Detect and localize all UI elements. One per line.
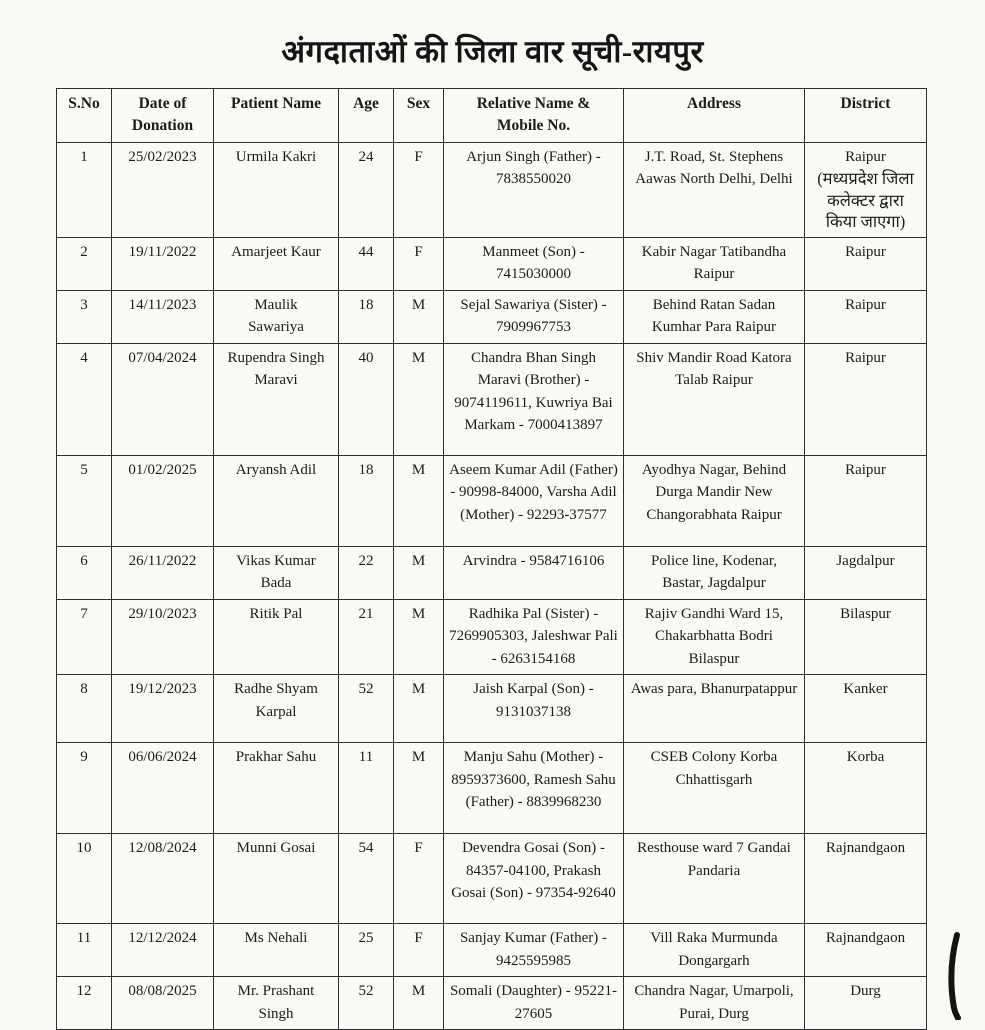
table-row xyxy=(57,834,927,924)
column-header-sex: Sex xyxy=(394,89,444,143)
cell-sex: M xyxy=(394,675,444,743)
cell-address: Ayodhya Nagar, Behind Durga Mandir New Changorabhata Raipur xyxy=(624,455,805,546)
table-row xyxy=(57,977,927,1030)
column-header-district: District xyxy=(805,89,927,143)
cell-patient: Mr. Prashant Singh xyxy=(214,977,339,1030)
cell-patient: Munni Gosai xyxy=(214,834,339,924)
cell-district: Raipur xyxy=(805,455,927,546)
cell-patient: Ms Nehali xyxy=(214,924,339,977)
cell-patient: Ritik Pal xyxy=(214,599,339,675)
cell-sno: 7 xyxy=(57,599,112,675)
cell-relative: Aseem Kumar Adil (Father) - 90998-84000, Varsha Adil (Mother) - 92293-37577 xyxy=(444,455,624,546)
table-row xyxy=(57,743,927,834)
cell-sex: M xyxy=(394,977,444,1030)
cell-district: Kanker xyxy=(805,675,927,743)
cell-sex: M xyxy=(394,546,444,599)
cell-address: Chandra Nagar, Umarpoli, Purai, Durg xyxy=(624,977,805,1030)
cell-address: Behind Ratan Sadan Kumhar Para Raipur xyxy=(624,290,805,343)
cell-sno: 1 xyxy=(57,142,112,237)
cell-age: 52 xyxy=(339,675,394,743)
cell-patient: Radhe Shyam Karpal xyxy=(214,675,339,743)
table-row xyxy=(57,546,927,599)
cell-district: Raipur xyxy=(805,343,927,455)
cell-date: 25/02/2023 xyxy=(112,142,214,237)
cell-sno: 5 xyxy=(57,455,112,546)
cell-sno: 10 xyxy=(57,834,112,924)
cell-patient: Amarjeet Kaur xyxy=(214,237,339,290)
cell-date: 19/12/2023 xyxy=(112,675,214,743)
cell-relative: Sanjay Kumar (Father) - 9425595985 xyxy=(444,924,624,977)
cell-age: 40 xyxy=(339,343,394,455)
cell-address: Shiv Mandir Road Katora Talab Raipur xyxy=(624,343,805,455)
cell-date: 29/10/2023 xyxy=(112,599,214,675)
cell-sex: M xyxy=(394,599,444,675)
cell-age: 54 xyxy=(339,834,394,924)
cell-sex: F xyxy=(394,834,444,924)
cell-relative: Sejal Sawariya (Sister) - 7909967753 xyxy=(444,290,624,343)
cell-sex: F xyxy=(394,924,444,977)
cell-sex: M xyxy=(394,743,444,834)
cell-district: Bilaspur xyxy=(805,599,927,675)
cell-patient: Vikas Kumar Bada xyxy=(214,546,339,599)
cell-age: 21 xyxy=(339,599,394,675)
table-row xyxy=(57,237,927,290)
cell-sex: F xyxy=(394,142,444,237)
cell-relative: Manju Sahu (Mother) - 8959373600, Ramesh Sahu (Father) - 8839968230 xyxy=(444,743,624,834)
column-header-relative: Relative Name & Mobile No. xyxy=(444,89,624,143)
cell-date: 08/08/2025 xyxy=(112,977,214,1030)
cell-relative: Jaish Karpal (Son) - 9131037138 xyxy=(444,675,624,743)
cell-district: Korba xyxy=(805,743,927,834)
cell-sno: 11 xyxy=(57,924,112,977)
cell-sex: F xyxy=(394,237,444,290)
cell-district: Jagdalpur xyxy=(805,546,927,599)
cell-district: Rajnandgaon xyxy=(805,924,927,977)
cell-patient: Rupendra Singh Maravi xyxy=(214,343,339,455)
cell-sno: 3 xyxy=(57,290,112,343)
cell-relative: Manmeet (Son) - 7415030000 xyxy=(444,237,624,290)
cell-patient: Urmila Kakri xyxy=(214,142,339,237)
cell-relative: Devendra Gosai (Son) - 84357-04100, Prakash Gosai (Son) - 97354-92640 xyxy=(444,834,624,924)
table-row xyxy=(57,343,927,455)
cell-district: Durg xyxy=(805,977,927,1030)
table-row xyxy=(57,455,927,546)
cell-date: 07/04/2024 xyxy=(112,343,214,455)
cell-address: Vill Raka Murmunda Dongargarh xyxy=(624,924,805,977)
table-row xyxy=(57,924,927,977)
column-header-age: Age xyxy=(339,89,394,143)
district-note: (मध्यप्रदेश जिला कलेक्टर द्वारा किया जाएगा) xyxy=(817,169,914,232)
cell-relative: Somali (Daughter) - 95221-27605 xyxy=(444,977,624,1030)
cell-date: 14/11/2023 xyxy=(112,290,214,343)
cell-sno: 2 xyxy=(57,237,112,290)
cell-address: J.T. Road, St. Stephens Aawas North Delhi, Delhi xyxy=(624,142,805,237)
cell-address: Rajiv Gandhi Ward 15, Chakarbhatta Bodri Bilaspur xyxy=(624,599,805,675)
pen-mark xyxy=(941,932,969,1020)
cell-address: Kabir Nagar Tatibandha Raipur xyxy=(624,237,805,290)
cell-sno: 8 xyxy=(57,675,112,743)
column-header-address: Address xyxy=(624,89,805,143)
column-header-date: Date of Donation xyxy=(112,89,214,143)
column-header-sno: S.No xyxy=(57,89,112,143)
cell-sex: M xyxy=(394,455,444,546)
cell-address: Police line, Kodenar, Bastar, Jagdalpur xyxy=(624,546,805,599)
donor-table-header-row xyxy=(57,89,927,143)
table-row xyxy=(57,142,927,237)
cell-address: Awas para, Bhanurpatappur xyxy=(624,675,805,743)
table-row xyxy=(57,290,927,343)
cell-date: 19/11/2022 xyxy=(112,237,214,290)
cell-address: Resthouse ward 7 Gandai Pandaria xyxy=(624,834,805,924)
cell-patient: Aryansh Adil xyxy=(214,455,339,546)
cell-sno: 12 xyxy=(57,977,112,1030)
cell-sno: 6 xyxy=(57,546,112,599)
cell-age: 18 xyxy=(339,455,394,546)
table-row xyxy=(57,599,927,675)
cell-district: Rajnandgaon xyxy=(805,834,927,924)
cell-age: 18 xyxy=(339,290,394,343)
cell-district: Raipur (मध्यप्रदेश जिला कलेक्टर द्वारा किया जाएगा) xyxy=(805,142,927,237)
cell-district: Raipur xyxy=(805,290,927,343)
cell-sex: M xyxy=(394,343,444,455)
cell-date: 12/12/2024 xyxy=(112,924,214,977)
donor-table xyxy=(56,88,927,1030)
cell-age: 24 xyxy=(339,142,394,237)
cell-district: Raipur xyxy=(805,237,927,290)
cell-date: 01/02/2025 xyxy=(112,455,214,546)
cell-sno: 9 xyxy=(57,743,112,834)
cell-relative: Arjun Singh (Father) - 7838550020 xyxy=(444,142,624,237)
cell-relative: Radhika Pal (Sister) - 7269905303, Jaleshwar Pali - 6263154168 xyxy=(444,599,624,675)
cell-age: 52 xyxy=(339,977,394,1030)
cell-date: 26/11/2022 xyxy=(112,546,214,599)
cell-patient: Maulik Sawariya xyxy=(214,290,339,343)
cell-date: 06/06/2024 xyxy=(112,743,214,834)
cell-age: 22 xyxy=(339,546,394,599)
table-row xyxy=(57,675,927,743)
cell-age: 25 xyxy=(339,924,394,977)
cell-relative: Arvindra - 9584716106 xyxy=(444,546,624,599)
cell-patient: Prakhar Sahu xyxy=(214,743,339,834)
cell-sno: 4 xyxy=(57,343,112,455)
donor-table-body xyxy=(57,142,927,1029)
cell-age: 44 xyxy=(339,237,394,290)
cell-age: 11 xyxy=(339,743,394,834)
column-header-patient: Patient Name xyxy=(214,89,339,143)
cell-relative: Chandra Bhan Singh Maravi (Brother) - 9074119611, Kuwriya Bai Markam - 7000413897 xyxy=(444,343,624,455)
cell-address: CSEB Colony Korba Chhattisgarh xyxy=(624,743,805,834)
page-title: अंगदाताओं की जिला वार सूची-रायपुर xyxy=(281,34,704,69)
cell-sex: M xyxy=(394,290,444,343)
cell-date: 12/08/2024 xyxy=(112,834,214,924)
